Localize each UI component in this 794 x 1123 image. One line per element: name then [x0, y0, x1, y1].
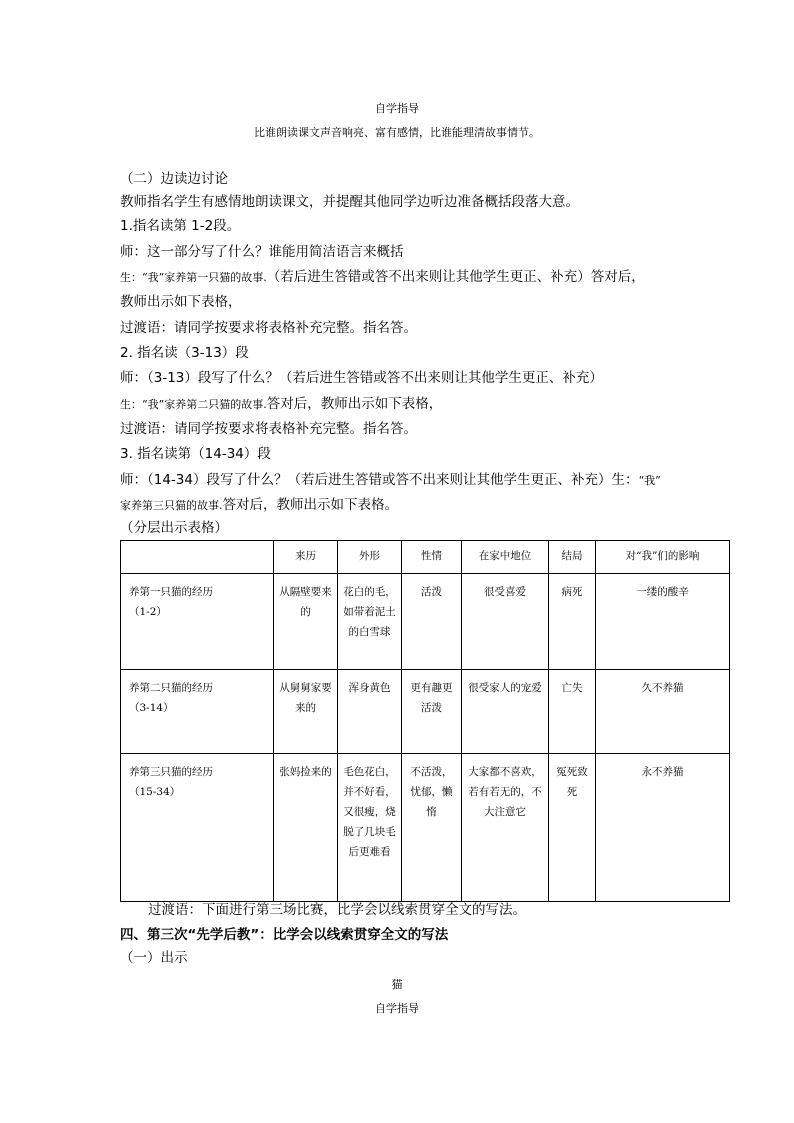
- paragraph-line: 2. 指名读（3-13）段: [120, 345, 249, 361]
- note-text: 答对后，教师出示如下表格，: [266, 396, 443, 412]
- paragraph-line: [120, 267, 645, 288]
- self-study-heading-2: 自学指导: [375, 1002, 419, 1015]
- table-cell: 花白的毛，如带着泥土的白雪球: [338, 574, 402, 670]
- student-answer: 生：“我”家养第二只猫的故事.: [120, 398, 267, 411]
- table-cell: 大家都不喜欢，若有若无的，不大注意它: [462, 754, 549, 902]
- table-header-cell: [121, 541, 274, 574]
- table-row: [121, 670, 730, 754]
- table-header-cell: 来历: [274, 541, 338, 574]
- paragraph-line: 师：（3-13）段写了什么？（若后进生答错或答不出来则让其他学生更正、补充）: [120, 370, 603, 386]
- table-cell: 冤死致死: [549, 754, 596, 902]
- table-cell: 张妈捡来的: [274, 754, 338, 902]
- paragraph-line: 1.指名读第 1-2段。: [120, 218, 241, 234]
- paragraph-line: 师：这一部分写了什么？谁能用简洁语言来概括: [120, 244, 404, 260]
- table-cell: 一缕的酸辛: [596, 574, 730, 670]
- paragraph-line: [120, 470, 661, 491]
- paragraph-line: 教师指名学生有感情地朗读课文，并提醒其他同学边听边准备概括段落大意。: [120, 194, 579, 210]
- table-header-cell: 对“我”们的影响: [596, 541, 730, 574]
- self-study-instruction: 比谁朗读课文声音响亮、富有感情，比谁能理清故事情节。: [254, 126, 540, 139]
- table-cell: 久不养猫: [596, 670, 730, 754]
- note-text: 答对后，教师出示如下表格。: [222, 497, 398, 513]
- table-header-cell: 结局: [549, 541, 596, 574]
- student-answer: “我”: [638, 474, 661, 487]
- student-answer: 家养第三只猫的故事.: [120, 499, 223, 512]
- table-cell: 很受喜爱: [462, 574, 549, 670]
- table-cell: 亡失: [549, 670, 596, 754]
- row-range: （3-14）: [129, 702, 174, 714]
- paragraph-line: [120, 495, 398, 516]
- table-cell: 从舅舅家要来的: [274, 670, 338, 754]
- table-cell: 活泼: [402, 574, 462, 670]
- note-text: （若后进生答错或答不出来则让其他学生更正、补充）答对后，: [266, 269, 645, 285]
- paragraph-line: 过渡语：请同学按要求将表格补充完整。指名答。: [120, 320, 417, 336]
- table-cell: 毛色花白，并不好看，又很瘦，烧脱了几块毛后更难看: [338, 754, 402, 902]
- table-cell: 浑身黄色: [338, 670, 402, 754]
- table-cell: 更有趣更活泼: [402, 670, 462, 754]
- table-header-cell: 外形: [338, 541, 402, 574]
- paragraph-line: 教师出示如下表格，: [120, 294, 242, 310]
- row-label-cell: [121, 574, 274, 670]
- row-range: （15-34）: [129, 786, 181, 798]
- table-cell: 很受家人的宠爱: [462, 670, 549, 754]
- cat-title: 猫: [391, 978, 403, 991]
- section-four-heading: 四、第三次“先学后教”：比学会以线索贯穿全文的写法: [120, 927, 449, 943]
- cat-stories-table: [120, 540, 730, 902]
- paragraph-line: [120, 394, 442, 415]
- paragraph-line: （分层出示表格）: [120, 520, 228, 536]
- table-cell: 从隔壁要来的: [274, 574, 338, 670]
- table-cell: 永不养猫: [596, 754, 730, 902]
- sub-heading: （一）出示: [120, 950, 188, 966]
- table-header-row: [121, 541, 730, 574]
- table-row: [121, 574, 730, 670]
- row-label: 养第二只猫的经历: [129, 682, 213, 694]
- row-label: 养第三只猫的经历: [129, 766, 213, 778]
- table-header-cell: 性情: [402, 541, 462, 574]
- self-study-heading: 自学指导: [375, 102, 419, 115]
- row-label: 养第一只猫的经历: [129, 586, 213, 598]
- row-label-cell: [121, 754, 274, 902]
- section-title: （二）边读边讨论: [120, 171, 228, 187]
- transition-line: 过渡语：下面进行第三场比赛，比学会以线索贯穿全文的写法。: [148, 902, 526, 918]
- table-cell: 病死: [549, 574, 596, 670]
- table-row: [121, 754, 730, 902]
- note-text: 师：（14-34）段写了什么？（若后进生答错或答不出来则让其他学生更正、补充）生：: [120, 472, 639, 488]
- paragraph-line: 过渡语：请同学按要求将表格补充完整。指名答。: [120, 421, 417, 437]
- paragraph-line: 3. 指名读第（14-34）段: [120, 446, 271, 462]
- student-answer: 生：“我”家养第一只猫的故事.: [120, 271, 267, 284]
- row-range: （1-2）: [129, 606, 167, 618]
- table-header-cell: 在家中地位: [462, 541, 549, 574]
- row-label-cell: [121, 670, 274, 754]
- table-cell: 不活泼，忧郁，懒惰: [402, 754, 462, 902]
